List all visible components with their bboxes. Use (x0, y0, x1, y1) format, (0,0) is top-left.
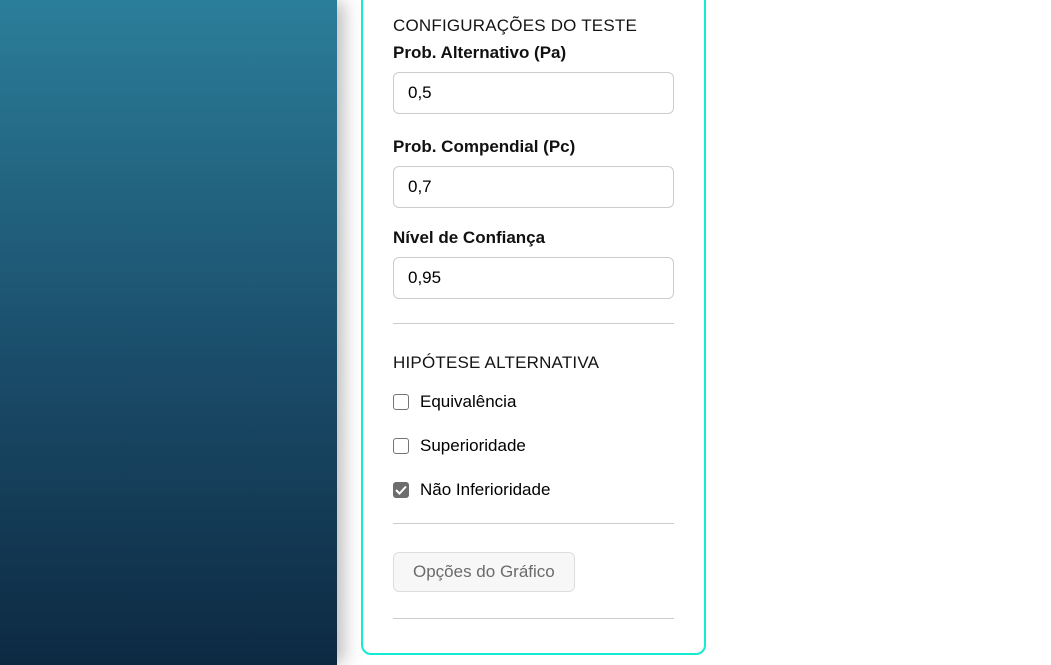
field-label-nivel-confianca: Nível de Confiança (393, 228, 546, 247)
checkbox-row-equivalencia[interactable] (393, 392, 674, 412)
checkbox-label-superioridade: Superioridade (420, 436, 526, 455)
prob-alternativo-input[interactable] (393, 72, 674, 114)
nivel-confianca-input[interactable] (393, 257, 674, 299)
checkbox-superioridade[interactable] (393, 438, 409, 454)
section-title-test-settings: CONFIGURAÇÕES DO TESTE (393, 16, 638, 35)
checkbox-row-superioridade[interactable] (393, 436, 674, 456)
test-settings-panel (361, 0, 706, 655)
divider (393, 618, 674, 619)
chart-options-button[interactable]: Opções do Gráfico (393, 552, 575, 592)
check-icon (395, 485, 407, 495)
divider (393, 523, 674, 524)
left-gradient-panel (0, 0, 337, 665)
checkbox-label-equivalencia: Equivalência (420, 392, 517, 411)
section-title-alternative-hypothesis: HIPÓTESE ALTERNATIVA (393, 353, 600, 372)
prob-compendial-input[interactable] (393, 166, 674, 208)
checkbox-nao-inferioridade[interactable] (393, 482, 409, 498)
divider (393, 323, 674, 324)
field-label-prob-compendial: Prob. Compendial (Pc) (393, 137, 576, 156)
field-label-prob-alternativo: Prob. Alternativo (Pa) (393, 43, 567, 62)
checkbox-row-nao-inferioridade[interactable] (393, 480, 674, 500)
checkbox-equivalencia[interactable] (393, 394, 409, 410)
checkbox-label-nao-inferioridade: Não Inferioridade (420, 480, 551, 499)
